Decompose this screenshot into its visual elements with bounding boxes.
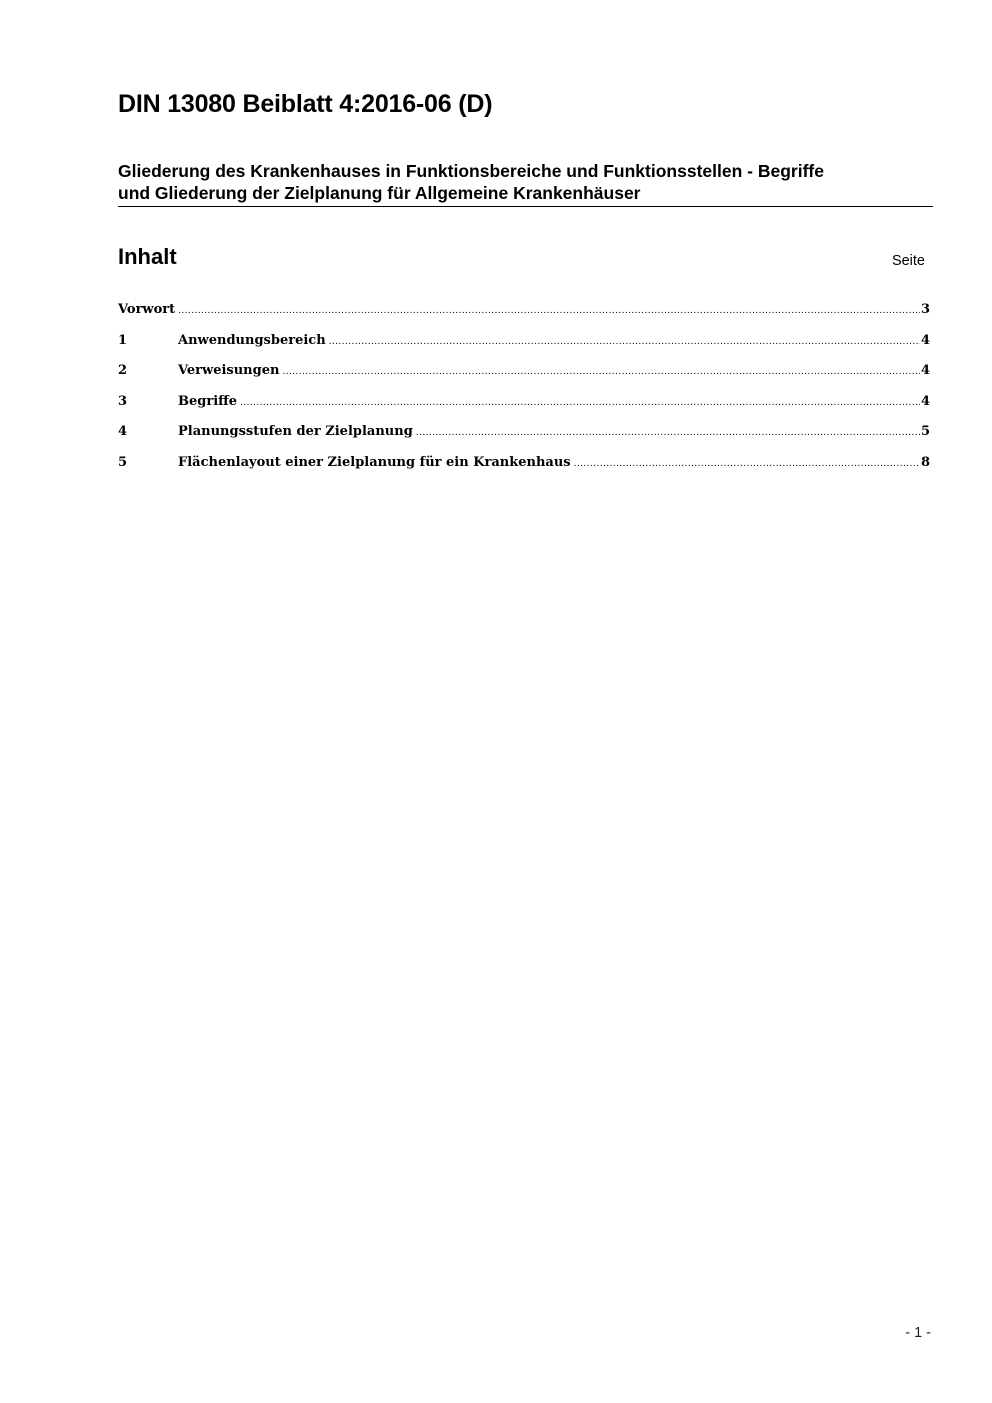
toc-entry-number: 4 (118, 424, 128, 439)
toc-entry-verweisungen[interactable] (118, 363, 930, 394)
toc-dot-leader (574, 459, 920, 469)
toc-entry-number: 3 (118, 393, 128, 409)
toc-dot-leader (282, 367, 920, 377)
toc-entry-page: 5 (920, 424, 930, 439)
toc-entry-number: 5 (118, 454, 128, 470)
toc-entry-number: 1 (118, 332, 128, 348)
subtitle-line-1: Gliederung des Krankenhauses in Funktionsbereiche und Funktionsstellen - Begriffe (118, 161, 824, 181)
toc-dot-leader (416, 428, 920, 438)
toc-entry-label: Planungsstufen der Zielplanung (178, 424, 413, 439)
toc-entry-vorwort[interactable] (118, 302, 930, 333)
toc-heading: Inhalt (118, 244, 177, 269)
toc-entry-number: 2 (118, 363, 128, 378)
toc-entry-label: Vorwort (118, 302, 176, 317)
toc-entry-label: Flächenlayout einer Zielplanung für ein Krankenhaus (178, 454, 571, 470)
toc-dot-leader (329, 337, 920, 347)
toc-entry-flaechenlayout[interactable] (118, 455, 930, 486)
toc-entry-begriffe[interactable] (118, 394, 930, 425)
toc-entry-page: 4 (920, 332, 930, 348)
toc-entry-anwendungsbereich[interactable] (118, 333, 930, 364)
toc-page-column-label: Seite (891, 253, 925, 269)
table-of-contents (118, 302, 930, 485)
document-subtitle (118, 160, 933, 207)
toc-dot-leader (240, 398, 920, 408)
toc-entry-planungsstufen[interactable] (118, 424, 930, 455)
toc-entry-page: 4 (920, 363, 930, 378)
toc-entry-label: Verweisungen (178, 363, 280, 378)
toc-entry-page: 3 (920, 302, 930, 317)
toc-entry-label: Begriffe (178, 393, 238, 409)
toc-dot-leader (178, 306, 920, 316)
toc-entry-label: Anwendungsbereich (178, 332, 326, 348)
subtitle-line-2: und Gliederung der Zielplanung für Allgemeine Krankenhäuser (118, 183, 641, 203)
toc-entry-page: 8 (920, 454, 930, 470)
page-number: - 1 - (905, 1325, 931, 1341)
toc-entry-page: 4 (920, 393, 930, 409)
document-title: DIN 13080 Beiblatt 4:2016-06 (D) (118, 90, 493, 118)
